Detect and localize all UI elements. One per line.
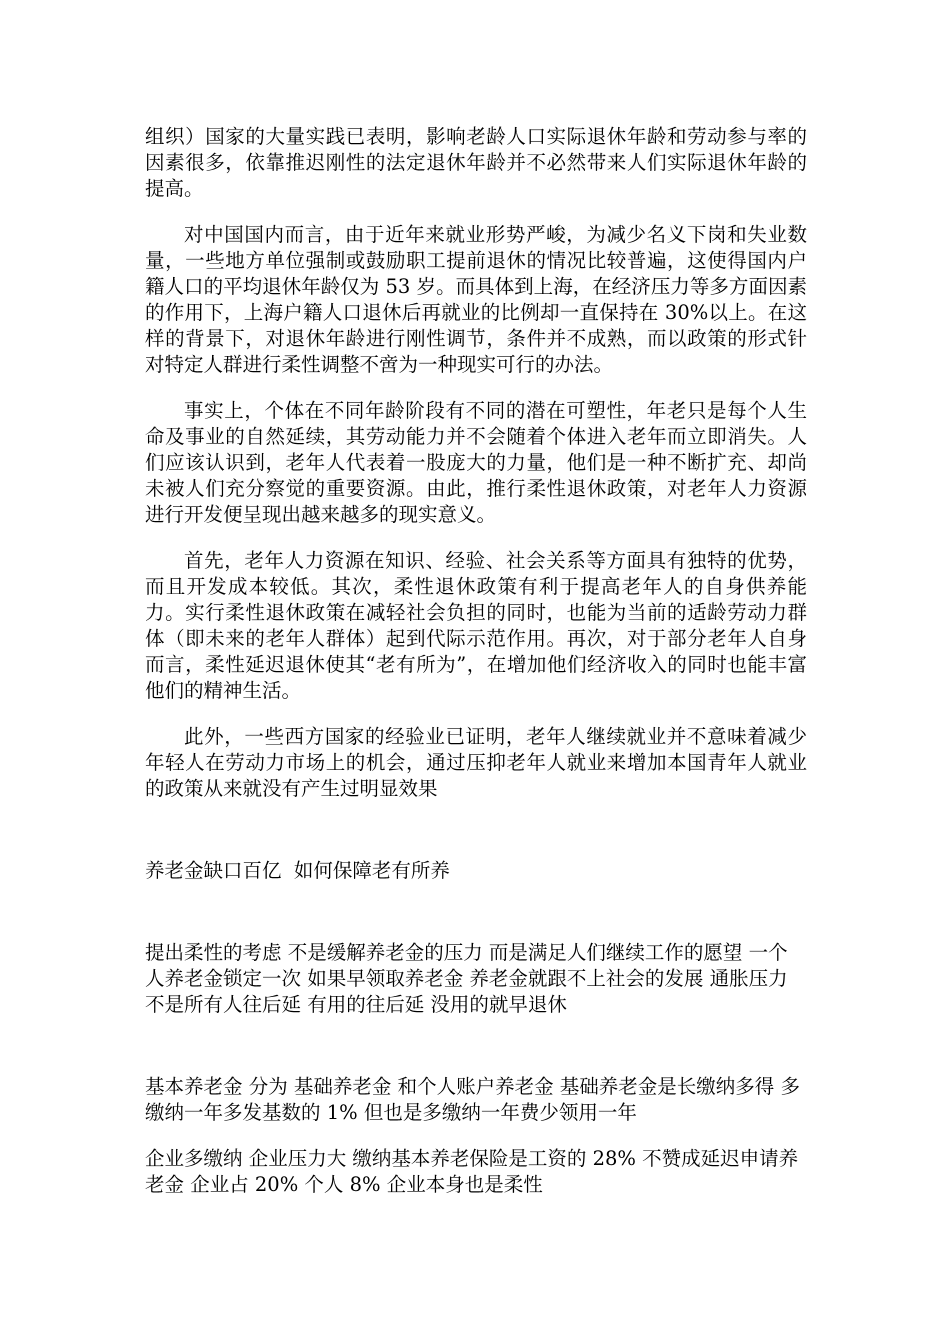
- section-heading: 养老金缺口百亿 如何保障老有所养: [145, 859, 450, 882]
- note-basic-pension: 基本养老金 分为 基础养老金 和个人账户养老金 基础养老金是长缴纳多得 多缴纳一年多发基数的 1% 但也是多缴纳一年费少领用一年: [145, 1075, 800, 1124]
- note-enterprise-contribution: 企业多缴纳 企业压力大 缴纳基本养老保险是工资的 28% 不赞成延迟申请养老金 企业占 20% 个人 8% 企业本身也是柔性: [145, 1147, 799, 1196]
- paragraph-western-experience: 此外，一些西方国家的经验业已证明，老年人继续就业并不意味着减少年轻人在劳动力市场上的机会，通过压抑老年人就业来增加本国青年人就业的政策从来就没有产生过明显效果: [145, 725, 807, 800]
- note-flexible-retirement: 提出柔性的考虑 不是缓解养老金的压力 而是满足人们继续工作的愿望 一个人养老金锁定一次 如果早领取养老金 养老金就跟不上社会的发展 通胀压力 不是所有人往后延 有用的往后延 没用的就早退休: [145, 941, 788, 1016]
- paragraph-china-context: 对中国国内而言，由于近年来就业形势严峻，为减少名义下岗和失业数量，一些地方单位强制或鼓励职工提前退休的情况比较普遍，这使得国内户籍人口的平均退休年龄仅为 53 岁。而具体到上海，在经济压力等多方面因素的作用下，上海户籍人口退休后再就业的比例却一直保持在 30%以上。在这样的背景下，对退休年龄进行刚性调节，条件并不成熟，而以政策的形式针对特定人群进行柔性调整不啻为一种现实可行的办法。: [145, 223, 807, 376]
- paragraph-intro-continuation: 组织）国家的大量实践已表明，影响老龄人口实际退休年龄和劳动参与率的因素很多，依靠推迟刚性的法定退休年龄并不必然带来人们实际退休年龄的提高。: [145, 125, 807, 200]
- document-page: [145, 124, 807, 1198]
- paragraph-elderly-resources: 事实上，个体在不同年龄阶段有不同的潜在可塑性，年老只是每个人生命及事业的自然延续，其劳动能力并不会随着个体进入老年而立即消失。人们应该认识到，老年人代表着一股庞大的力量，他们是一种不断扩充、却尚未被人们充分察觉的重要资源。由此，推行柔性退休政策，对老年人力资源进行开发便呈现出越来越多的现实意义。: [145, 399, 807, 526]
- paragraph-advantages: 首先，老年人力资源在知识、经验、社会关系等方面具有独特的优势，而且开发成本较低。其次，柔性退休政策有利于提高老年人的自身供养能力。实行柔性退休政策在减轻社会负担的同时，也能为当前的适龄劳动力群体（即未来的老年人群体）起到代际示范作用。再次，对于部分老年人自身而言，柔性延迟退休使其“老有所为”，在增加他们经济收入的同时也能丰富他们的精神生活。: [145, 549, 807, 702]
